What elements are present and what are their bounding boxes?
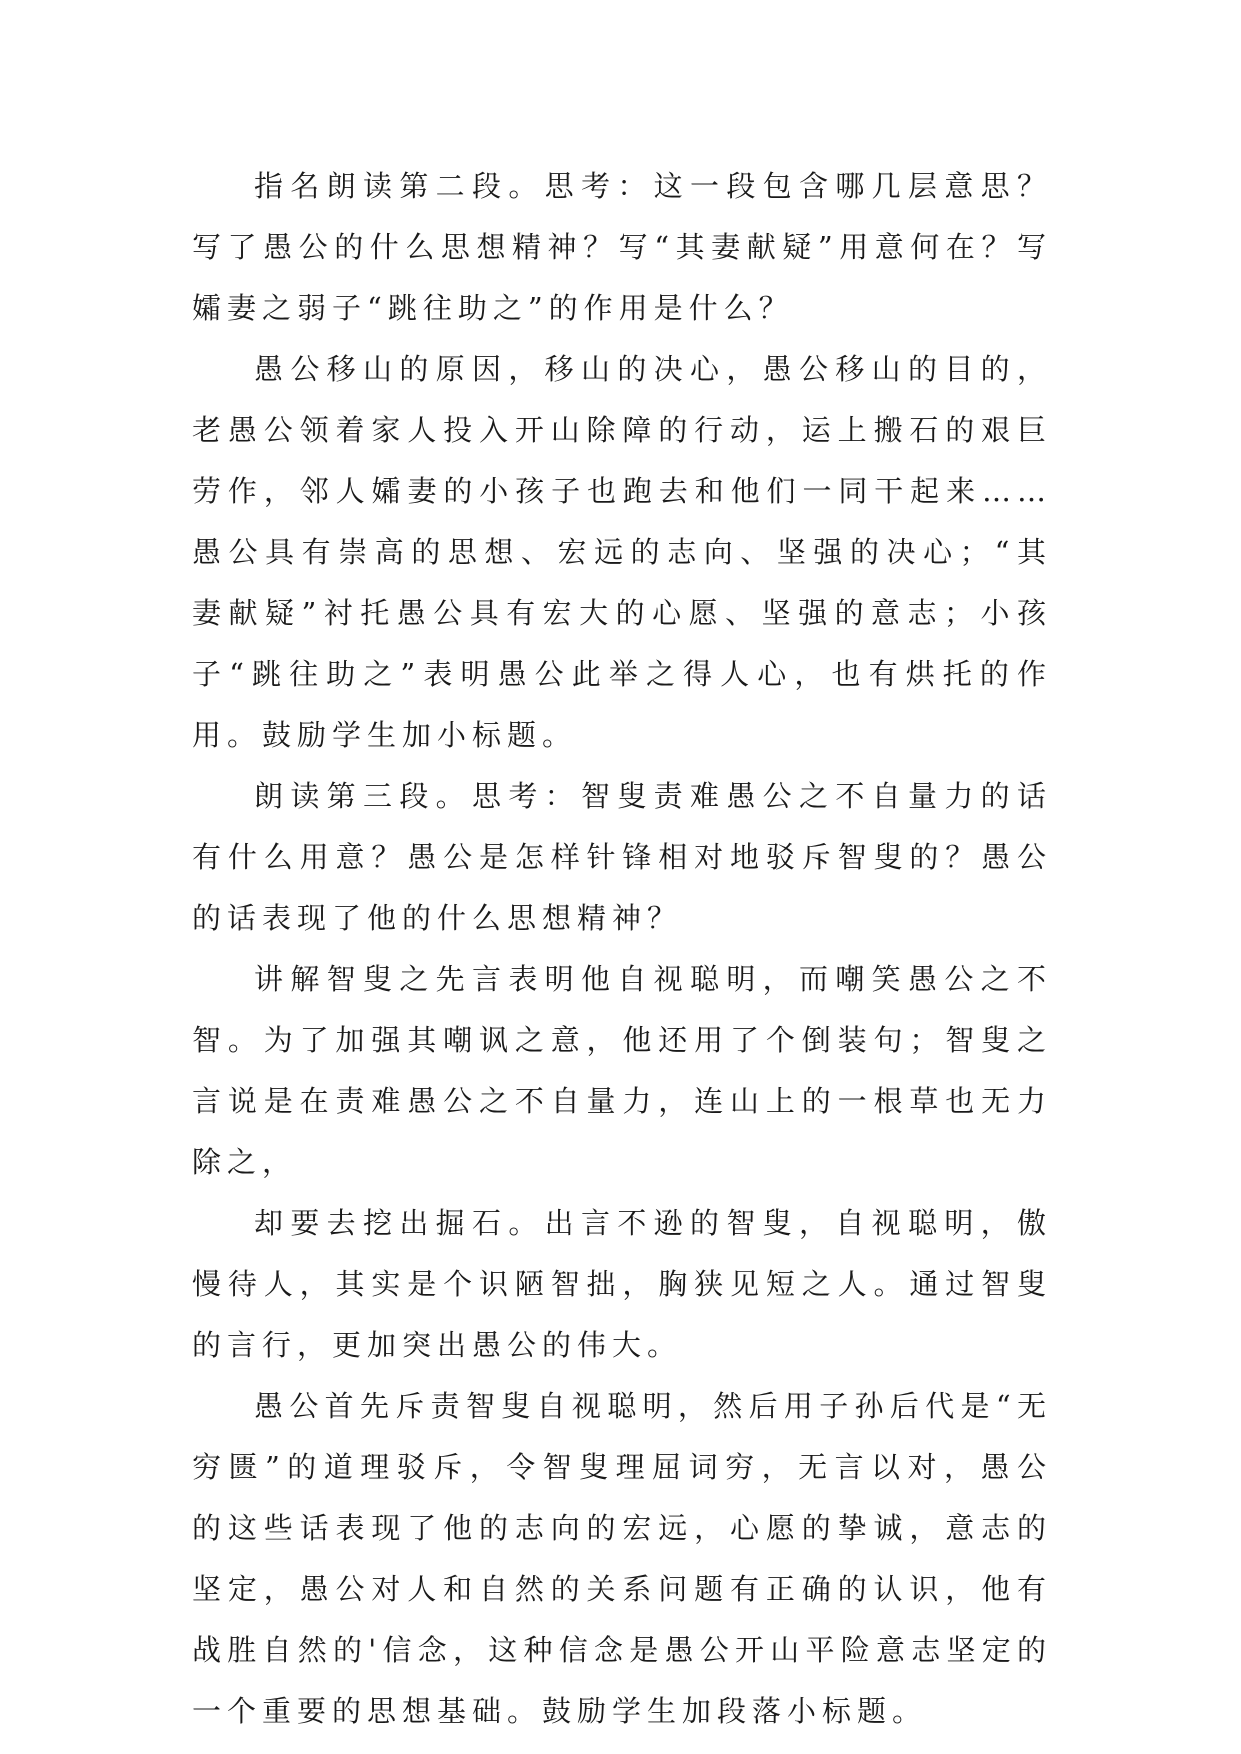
paragraph: 愚公首先斥责智叟自视聪明，然后用子孙后代是“无穷匮”的道理驳斥，令智叟理屈词穷，无言以对，愚公的这些话表现了他的志向的宏远，心愿的挚诚，意志的坚定，愚公对人和自然的关系问题有正确的认识，他有战胜自然的'信念，这种信念是愚公开山平险意志坚定的一个重要的思想基础。鼓励学生加段落小标题。 <box>192 1389 1052 1728</box>
paragraph: 朗读第三段。思考：智叟责难愚公之不自量力的话有什么用意？愚公是怎样针锋相对地驳斥智叟的？愚公的话表现了他的什么思想精神？ <box>192 779 1052 935</box>
paragraph: 愚公移山的原因，移山的决心，愚公移山的目的，老愚公领着家人投入开山除障的行动，运上搬石的艰巨劳作，邻人孀妻的小孩子也跑去和他们一同干起来……愚公具有崇高的思想、宏远的志向、坚强的决心；“其妻献疑”衬托愚公具有宏大的心愿、坚强的意志；小孩子“跳往助之”表明愚公此举之得人心，也有烘托的作用。鼓励学生加小标题。 <box>192 352 1052 752</box>
paragraph: 指名朗读第二段。思考：这一段包含哪几层意思？写了愚公的什么思想精神？写“其妻献疑”用意何在？写孀妻之弱子“跳往助之”的作用是什么？ <box>192 169 1052 325</box>
paragraph: 讲解智叟之先言表明他自视聪明，而嘲笑愚公之不智。为了加强其嘲讽之意，他还用了个倒装句；智叟之言说是在责难愚公之不自量力，连山上的一根草也无力除之， <box>192 962 1052 1179</box>
paragraph: 却要去挖出掘石。出言不逊的智叟，自视聪明，傲慢待人，其实是个识陋智拙，胸狭见短之人。通过智叟的言行，更加突出愚公的伟大。 <box>192 1206 1052 1362</box>
document-body <box>192 156 1052 1742</box>
